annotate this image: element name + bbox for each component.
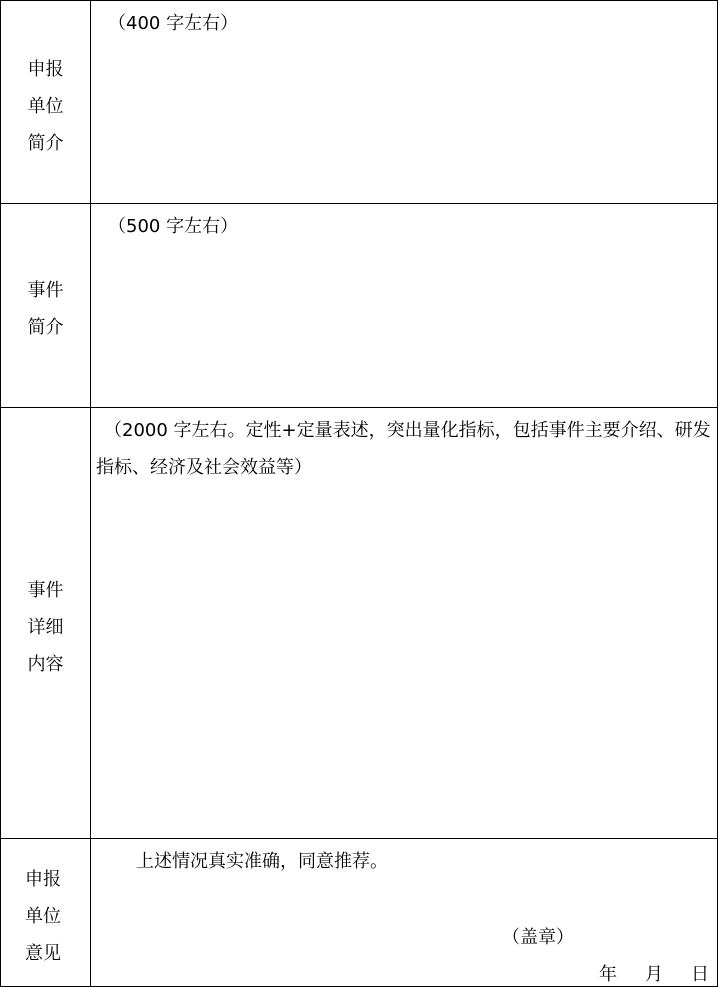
content-cell-unit-intro[interactable] [91, 1, 718, 204]
content-cell-event-details[interactable] [91, 408, 718, 839]
row-unit-intro [1, 1, 718, 204]
opinion-statement: 上述情况真实准确，同意推荐。 [136, 851, 388, 872]
label-cell-event-intro [1, 204, 91, 408]
row-event-details [1, 408, 718, 839]
row-label-event-details: 事件 详细 内容 [27, 580, 64, 675]
row-label-unit-opinion: 申报 单位 意见 [25, 869, 61, 964]
row-label-unit-intro: 申报 单位 简介 [27, 59, 64, 154]
date-day-label: 日 [691, 964, 709, 985]
hint-event-details: （2000 字左右。定性+定量表述，突出量化指标，包括事件主要介绍、研发指标、经济及社会效益等） [96, 420, 711, 478]
label-cell-unit-intro [1, 1, 91, 204]
label-cell-event-details [1, 408, 91, 839]
content-cell-event-intro[interactable] [91, 204, 718, 408]
row-event-intro [1, 204, 718, 408]
row-label-event-intro: 事件 简介 [27, 280, 64, 338]
hint-unit-intro: （400 字左右） [108, 13, 239, 34]
label-cell-unit-opinion [1, 839, 91, 987]
date-year-label: 年 [599, 964, 617, 985]
content-cell-unit-opinion[interactable] [91, 839, 718, 987]
date-line [599, 960, 709, 986]
hint-event-intro: （500 字左右） [108, 216, 239, 237]
row-unit-opinion [1, 839, 718, 987]
date-month-label: 月 [645, 964, 663, 985]
seal-label: （盖章） [502, 927, 574, 948]
